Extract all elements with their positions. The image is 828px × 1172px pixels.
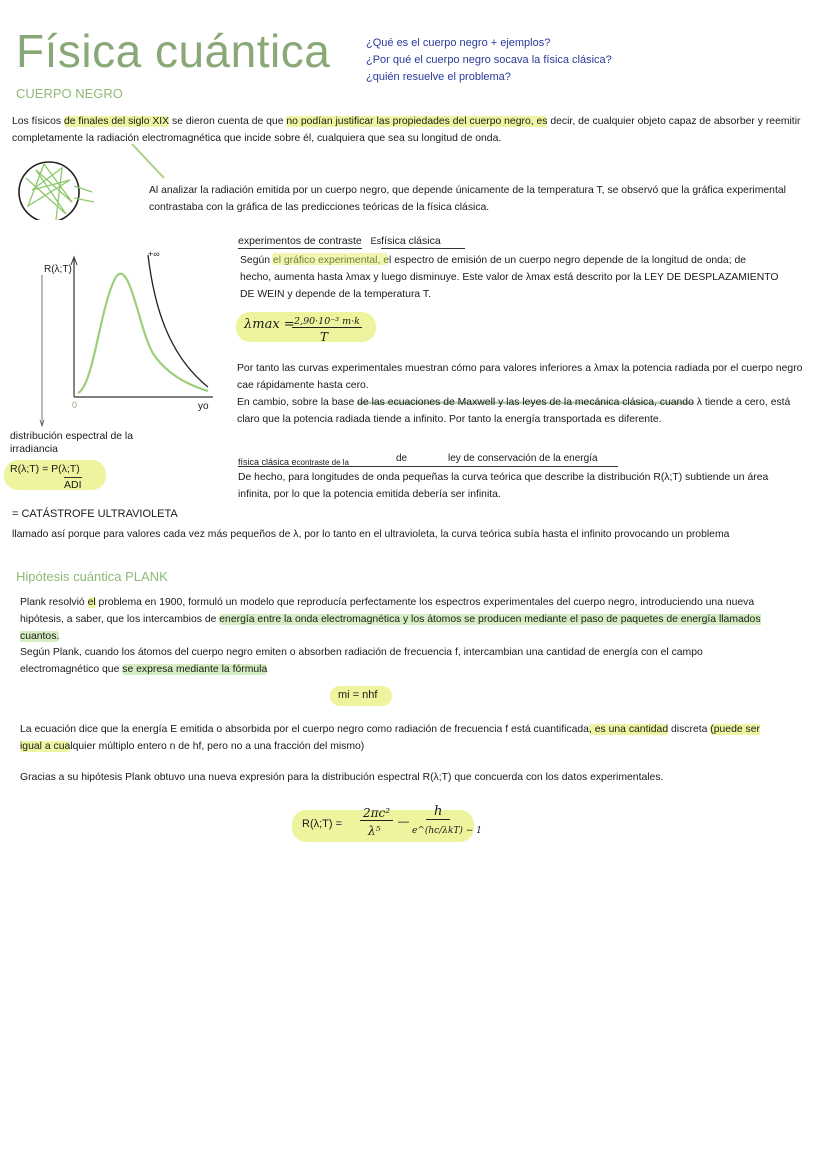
contrast-es: Es xyxy=(370,236,382,246)
final-formula-den2: e^(hc/λkT) − 1 xyxy=(412,826,482,836)
planck-paragraph-4: Gracias a su hipótesis Plank obtuvo una nueva expresión para la distribución espectral R(λ;T) que concuerda con los datos experimentales. xyxy=(20,772,664,783)
wein-highlight xyxy=(272,253,388,265)
planck-paragraph-2 xyxy=(20,644,780,678)
contrast2-right: ley de conservación de la energía xyxy=(448,453,598,464)
planck-paragraph-1 xyxy=(20,594,776,645)
planck-highlight-green: se expresa mediante la fórmula xyxy=(122,664,268,675)
graph-x-label: yo xyxy=(198,401,209,412)
contrast-line-2 xyxy=(238,452,618,467)
contrast-right: física clásica xyxy=(381,235,465,249)
intro-highlight: no podían justificar las propiedades del cuerpo negro, es xyxy=(286,116,548,127)
curves-text: λ tiende a cero, está claro que la potencia radiada tiende a infinito. Por tanto la energía transportada es diferente. xyxy=(237,397,791,425)
question-1: ¿Qué es el cuerpo negro + ejemplos? xyxy=(366,37,551,49)
spectral-graph xyxy=(8,245,218,435)
intro-text: decir, de cualquier objeto capaz de absorber y reemitir completamente la radiación electromagnética que incide sobre él, cualquiera que sea su longitud de onda. xyxy=(12,116,801,144)
contrast-line-1 xyxy=(238,235,465,247)
question-3: ¿quién resuelve el problema? xyxy=(366,71,511,83)
irradiance-formula-den: ADI xyxy=(64,479,82,491)
intro-highlight: de finales del siglo XIX xyxy=(63,116,170,127)
section-heading-cuerpo-negro: CUERPO NEGRO xyxy=(16,86,123,101)
planck-highlight-green: energía entre la onda electromagnética y los átomos se producen mediante el paso de paquetes de energía llamados cuantos. xyxy=(20,614,761,642)
contrast2-de: de xyxy=(396,453,408,464)
final-formula-num1: 2πc² xyxy=(360,806,393,821)
planck-text: discreta xyxy=(668,724,711,735)
contrast2-mid: contraste de la xyxy=(296,458,350,467)
planck-highlight: , es una cantidad xyxy=(588,724,669,735)
curves-strike: de las ecuaciones de Maxwell y las leyes de la mecánica clásica, cuando xyxy=(357,397,694,408)
curves-paragraph-1: Por tanto las curvas experimentales muestran cómo para valores inferiores a λmax la potencia radiada por el cuerpo negro cae rápidamente hasta cero. xyxy=(237,363,803,391)
final-formula-minus: — xyxy=(398,816,409,828)
contrast2-left: física clásica e xyxy=(238,457,297,467)
wein-formula-den: T xyxy=(320,330,329,344)
analysis-paragraph: Al analizar la radiación emitida por un cuerpo negro, que depende únicamente de la temperatura T, se observó que la gráfica experimental contrastaba con la gráfica de las predicciones teóricas de la física clásica. xyxy=(149,185,786,213)
final-formula-num2: h xyxy=(426,804,450,820)
final-formula-den1: λ⁵ xyxy=(368,824,381,838)
planck-paragraph-3 xyxy=(20,721,780,755)
graph-caption: distribución espectral de la irradiancia xyxy=(10,431,134,455)
planck-text: Plank resolvió xyxy=(20,597,88,608)
planck-formula: mi = nhf xyxy=(338,689,378,701)
planck-text: La ecuación dice que la energía E emitida o absorbida por el cuerpo negro como radiación de frecuencia f está cuantificada xyxy=(20,724,589,735)
intro-text: Los físicos xyxy=(12,116,64,127)
contrast-left: experimentos de contraste xyxy=(238,235,362,247)
page-title: Física cuántica xyxy=(16,25,331,77)
catastrophe-text: llamado así porque para valores cada vez más pequeños de λ, por lo tanto en el ultravioleta, la curva teórica subía hasta el infinito provocando un problema xyxy=(12,529,730,540)
planck-highlight: (puede ser igual a cua xyxy=(20,724,760,752)
catastrophe-title: = CATÁSTROFE ULTRAVIOLETA xyxy=(12,508,178,520)
wein-formula-lhs: λmax = xyxy=(244,317,295,332)
graph-origin-label: 0 xyxy=(72,400,78,410)
section-heading-planck: Hipótesis cuántica PLANK xyxy=(16,569,168,584)
graph-y-label: R(λ;T) xyxy=(44,264,72,275)
infinite-paragraph: De hecho, para longitudes de onda pequeñas la curva teórica que describe la distribución R(λ;T) subtiende un área infinita, por lo que la potencia emitida debería ser infinita. xyxy=(238,472,769,500)
final-formula-lhs: R(λ;T) = xyxy=(302,818,343,830)
planck-highlight: el xyxy=(87,597,96,608)
irradiance-formula: R(λ;T) = P(λ;T) xyxy=(10,463,80,475)
wein-formula-num: 2,90·10⁻³ m·k xyxy=(294,316,360,327)
planck-text: Según Plank, cuando los átomos del cuerpo negro emiten o absorben radiación de frecuencia f, intercambian una cantidad de energía con el campo electromagnético que xyxy=(20,647,703,675)
curves-paragraph-2 xyxy=(237,394,809,428)
wein-text: Según el gráfico experimental, el espectro de emisión de un cuerpo negro depende de la longitud de onda; de hecho, aumenta hasta λmax y luego disminuye. Este valor de λmax está descrito por la LEY DE DESPLAZAMIENTO DE WEIN y depende de la temperatura T. xyxy=(240,255,779,300)
curves-text: En cambio, sobre la base xyxy=(237,397,358,408)
planck-text: problema en 1900, formuló un modelo que reproducía perfectamente los espectros experimentales del cuerpo negro, introduciendo una nueva hipótesis, a saber, que los intercambios de xyxy=(20,597,755,625)
planck-text: lquier múltiplo entero n de hf, pero no a una fracción del mismo) xyxy=(70,741,365,752)
graph-infinity-label: +∞ xyxy=(148,249,160,259)
intro-text: se dieron cuenta de que xyxy=(169,116,287,127)
question-2: ¿Por qué el cuerpo negro socava la física clásica? xyxy=(366,54,612,66)
